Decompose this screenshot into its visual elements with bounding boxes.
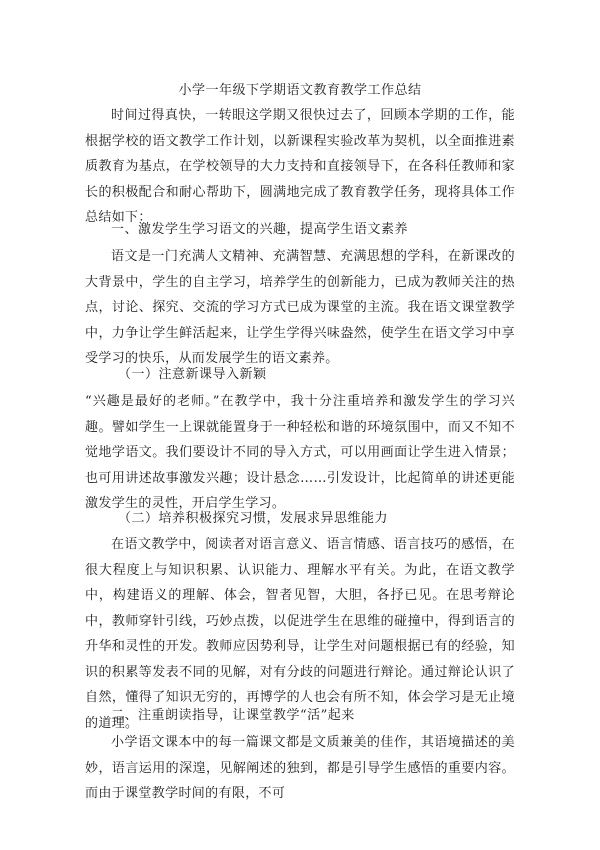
section-1-heading: 一、激发学生学习语文的兴趣，提高学生语文素养 <box>111 222 409 237</box>
subsection-1-paragraph: “兴趣是最好的老师。”在教学中，我十分注重培养和激发学生的学习兴趣。譬如学生一上课就能置身于一种轻松和谐的环境氛围中，而又不知不觉地学语文。我们要设计不同的导入方式，可以用画面让学生进入情景；也可用讲述故事激发兴趣；设计悬念……引发设计，比起简单的讲述更能激发学生的灵性，开启学生学习。 <box>85 394 515 511</box>
document-title: 小学一年级下学期语文教育教学工作总结 <box>178 83 422 98</box>
subsection-2-heading: （二）培养积极探究习惯，发展求异思维能力 <box>118 511 389 526</box>
section-2-paragraph: 小学语文课本中的每一篇课文都是文质兼美的佳作，其语境描述的美妙，语言运用的深遑，见解阐述的独到，都是引导学生感悟的重要内容。而由于课堂教学时间的有限，不可 <box>85 735 515 801</box>
section-1-paragraph: 语文是一门充满人文精神、充满智慧、充满思想的学科，在新课改的大背景中，学生的自主学习，培养学生的创新能力，已成为教师关注的热点，讨论、探究、交流的学习方式已成为课堂的主流。我在语文课堂教学中，力争让学生鲜活起来，让学生学得兴味盎然，使学生在语文学习中享受学习的快乐，从而发展学生的语文素养。 <box>85 249 515 366</box>
section-2-heading: 二、注重朗读指导，让课堂教学“活”起来 <box>111 708 355 723</box>
intro-paragraph: 时间过得真快，一转眼这学期又很快过去了，回顾本学期的工作，能根据学校的语文教学工作计划，以新课程实验改革为契机，以全面推进素质教育为基点，在学校领导的大力支持和直接领导下，在各科任教师和家长的积极配合和耐心帮助下，圆满地完成了教育教学任务，现将具体工作总结如下： <box>85 108 515 225</box>
subsection-2-paragraph: 在语文教学中，阅读者对语言意义、语言情感、语言技巧的感悟，在很大程度上与知识积累、认识能力、理解水平有关。为此，在语文教学中，构建语义的理解、体会，智者见智，大胆，各抒已见。在思考辩论中，教师穿针引线，巧妙点拨，以促进学生在思维的碰撞中，得到语言的升华和灵性的开发。教师应因势利导，让学生对问题根据已有的经验，知识的积累等发表不同的见解，对有分歧的问题进行辩论。通过辩论认识了自然，懂得了知识无穷的，再博学的人也会有所不知，体会学习是无止境的道理。 <box>85 537 515 731</box>
subsection-1-heading: （一）注意新课导入新颖 <box>118 367 267 382</box>
